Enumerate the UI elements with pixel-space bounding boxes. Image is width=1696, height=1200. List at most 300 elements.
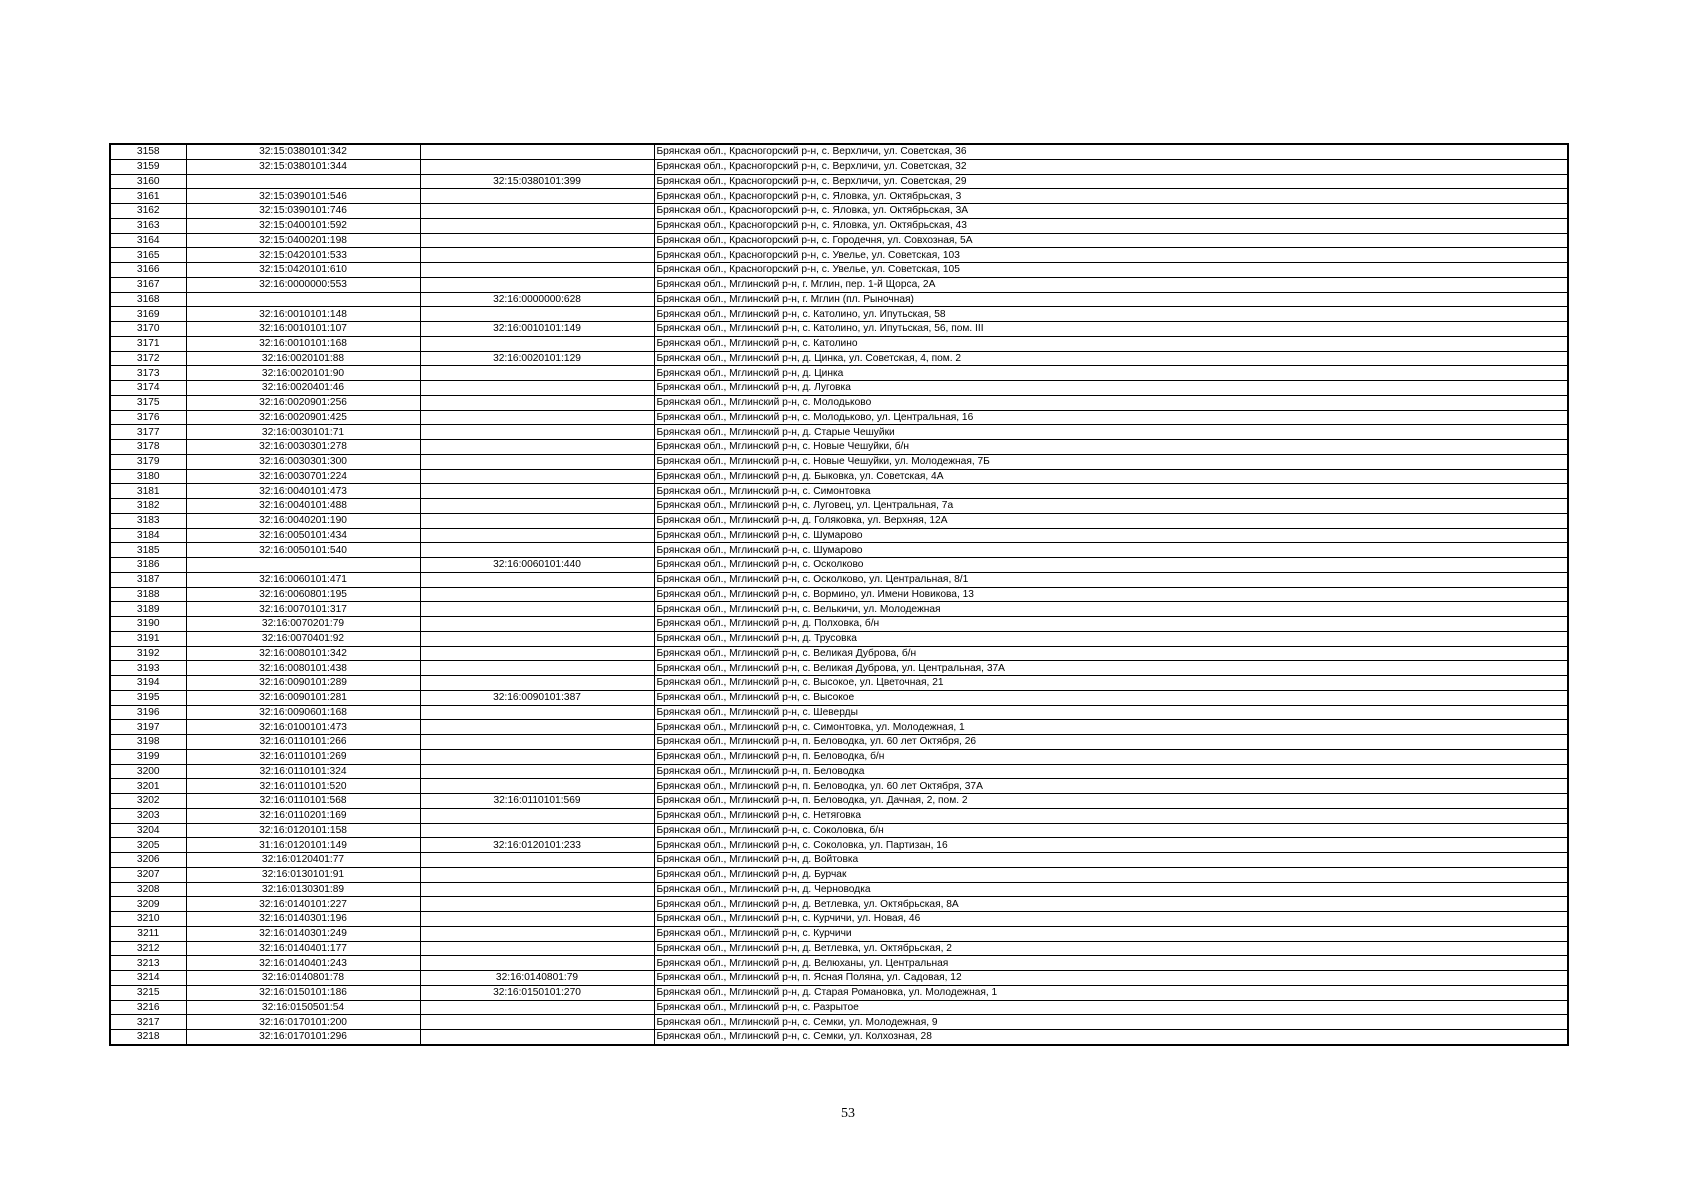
- second-cadastral-number-cell: [420, 469, 654, 484]
- second-cadastral-number-cell: [420, 602, 654, 617]
- cadastral-number-cell: 32:16:0150501:54: [186, 1000, 420, 1015]
- second-cadastral-number-cell: [420, 144, 654, 159]
- row-number-cell: 3197: [110, 720, 186, 735]
- address-cell: Брянская обл., Мглинский р-н, с. Вормино, ул. Имени Новикова, 13: [654, 587, 1568, 602]
- row-number-cell: 3200: [110, 764, 186, 779]
- cadastral-number-cell: 32:16:0040101:473: [186, 484, 420, 499]
- address-cell: Брянская обл., Мглинский р-н, д. Цинка: [654, 366, 1568, 381]
- row-number-cell: 3216: [110, 1000, 186, 1015]
- cadastral-number-cell: 32:16:0020101:88: [186, 351, 420, 366]
- row-number-cell: 3165: [110, 248, 186, 263]
- second-cadastral-number-cell: [420, 617, 654, 632]
- table-row: [110, 572, 1568, 587]
- row-number-cell: 3190: [110, 617, 186, 632]
- row-number-cell: 3194: [110, 676, 186, 691]
- table-row: [110, 528, 1568, 543]
- row-number-cell: 3201: [110, 779, 186, 794]
- cadastral-number-cell: 32:16:0080101:342: [186, 646, 420, 661]
- cadastral-number-cell: 32:16:0020401:46: [186, 381, 420, 396]
- address-cell: Брянская обл., Мглинский р-н, д. Черноводка: [654, 882, 1568, 897]
- row-number-cell: 3161: [110, 189, 186, 204]
- cadastral-number-cell: [186, 558, 420, 573]
- row-number-cell: 3159: [110, 159, 186, 174]
- address-cell: Брянская обл., Мглинский р-н, с. Курчичи: [654, 926, 1568, 941]
- table-row: [110, 144, 1568, 159]
- address-cell: Брянская обл., Мглинский р-н, с. Нетяговка: [654, 808, 1568, 823]
- address-cell: Брянская обл., Мглинский р-н, с. Новые Чешуйки, б/н: [654, 440, 1568, 455]
- cadastral-number-cell: 32:16:0010101:148: [186, 307, 420, 322]
- second-cadastral-number-cell: [420, 1015, 654, 1030]
- second-cadastral-number-cell: [420, 336, 654, 351]
- table-row: [110, 218, 1568, 233]
- second-cadastral-number-cell: [420, 941, 654, 956]
- table-row: [110, 587, 1568, 602]
- second-cadastral-number-cell: 32:16:0110101:569: [420, 794, 654, 809]
- table-row: [110, 277, 1568, 292]
- row-number-cell: 3158: [110, 144, 186, 159]
- cadastral-number-cell: 32:16:0000000:553: [186, 277, 420, 292]
- table-row: [110, 1000, 1568, 1015]
- table-row: [110, 646, 1568, 661]
- page-number: 53: [841, 1106, 855, 1121]
- row-number-cell: 3185: [110, 543, 186, 558]
- second-cadastral-number-cell: [420, 808, 654, 823]
- address-cell: Брянская обл., Мглинский р-н, с. Великая Дуброва, б/н: [654, 646, 1568, 661]
- cadastral-number-cell: 32:16:0110101:568: [186, 794, 420, 809]
- address-cell: Брянская обл., Мглинский р-н, г. Мглин (пл. Рыночная): [654, 292, 1568, 307]
- table-row: [110, 897, 1568, 912]
- cadastral-number-cell: 32:15:0420101:610: [186, 263, 420, 278]
- second-cadastral-number-cell: [420, 159, 654, 174]
- address-cell: Брянская обл., Мглинский р-н, д. Ветлевка, ул. Октябрьская, 8А: [654, 897, 1568, 912]
- second-cadastral-number-cell: [420, 676, 654, 691]
- address-cell: Брянская обл., Красногорский р-н, с. Верхличи, ул. Советская, 32: [654, 159, 1568, 174]
- row-number-cell: 3163: [110, 218, 186, 233]
- cadastral-number-cell: 32:16:0090101:281: [186, 690, 420, 705]
- cadastral-number-cell: 32:16:0080101:438: [186, 661, 420, 676]
- cadastral-number-cell: 32:16:0140401:177: [186, 941, 420, 956]
- row-number-cell: 3192: [110, 646, 186, 661]
- row-number-cell: 3176: [110, 410, 186, 425]
- second-cadastral-number-cell: [420, 912, 654, 927]
- second-cadastral-number-cell: [420, 381, 654, 396]
- table-row: [110, 174, 1568, 189]
- table-row: [110, 1030, 1568, 1045]
- second-cadastral-number-cell: 32:16:0060101:440: [420, 558, 654, 573]
- row-number-cell: 3211: [110, 926, 186, 941]
- second-cadastral-number-cell: [420, 189, 654, 204]
- cadastral-number-cell: [186, 292, 420, 307]
- row-number-cell: 3204: [110, 823, 186, 838]
- cadastral-number-cell: 32:15:0390101:546: [186, 189, 420, 204]
- row-number-cell: 3188: [110, 587, 186, 602]
- second-cadastral-number-cell: [420, 587, 654, 602]
- cadastral-number-cell: 32:16:0070201:79: [186, 617, 420, 632]
- row-number-cell: 3168: [110, 292, 186, 307]
- cadastral-number-cell: 32:16:0040201:190: [186, 513, 420, 528]
- row-number-cell: 3177: [110, 425, 186, 440]
- cadastral-number-cell: 32:16:0070101:317: [186, 602, 420, 617]
- address-cell: Брянская обл., Красногорский р-н, с. Яловка, ул. Октябрьская, 3А: [654, 204, 1568, 219]
- table-row: [110, 499, 1568, 514]
- table-row: [110, 838, 1568, 853]
- address-cell: Брянская обл., Мглинский р-н, с. Разрытое: [654, 1000, 1568, 1015]
- address-cell: Брянская обл., Мглинский р-н, с. Симонтовка, ул. Молодежная, 1: [654, 720, 1568, 735]
- second-cadastral-number-cell: [420, 749, 654, 764]
- second-cadastral-number-cell: 32:16:0090101:387: [420, 690, 654, 705]
- cadastral-number-cell: 32:16:0110101:324: [186, 764, 420, 779]
- cadastral-number-cell: 32:16:0130301:89: [186, 882, 420, 897]
- table-row: [110, 926, 1568, 941]
- table-row: [110, 690, 1568, 705]
- address-cell: Брянская обл., Мглинский р-н, п. Беловодка, ул. 60 лет Октября, 26: [654, 735, 1568, 750]
- row-number-cell: 3183: [110, 513, 186, 528]
- address-cell: Брянская обл., Мглинский р-н, с. Осколково, ул. Центральная, 8/1: [654, 572, 1568, 587]
- cadastral-number-cell: 32:16:0140801:78: [186, 971, 420, 986]
- table-row: [110, 307, 1568, 322]
- table-row: [110, 351, 1568, 366]
- address-cell: Брянская обл., Красногорский р-н, с. Яловка, ул. Октябрьская, 3: [654, 189, 1568, 204]
- table-row: [110, 381, 1568, 396]
- address-cell: Брянская обл., Мглинский р-н, д. Старая Романовка, ул. Молодежная, 1: [654, 985, 1568, 1000]
- row-number-cell: 3199: [110, 749, 186, 764]
- cadastral-number-cell: 32:16:0140301:196: [186, 912, 420, 927]
- table-row: [110, 248, 1568, 263]
- table-row: [110, 720, 1568, 735]
- address-cell: Брянская обл., Мглинский р-н, с. Соколовка, б/н: [654, 823, 1568, 838]
- second-cadastral-number-cell: [420, 277, 654, 292]
- second-cadastral-number-cell: [420, 646, 654, 661]
- second-cadastral-number-cell: 32:16:0140801:79: [420, 971, 654, 986]
- row-number-cell: 3208: [110, 882, 186, 897]
- table-row: [110, 159, 1568, 174]
- table-row: [110, 513, 1568, 528]
- address-cell: Брянская обл., Мглинский р-н, с. Осколково: [654, 558, 1568, 573]
- cadastral-number-cell: 32:16:0030701:224: [186, 469, 420, 484]
- table-row: [110, 867, 1568, 882]
- row-number-cell: 3172: [110, 351, 186, 366]
- cadastral-number-cell: 32:15:0400101:592: [186, 218, 420, 233]
- cadastral-number-cell: 32:16:0030301:278: [186, 440, 420, 455]
- table-row: [110, 676, 1568, 691]
- row-number-cell: 3166: [110, 263, 186, 278]
- row-number-cell: 3171: [110, 336, 186, 351]
- address-cell: Брянская обл., Мглинский р-н, с. Высокое, ул. Цветочная, 21: [654, 676, 1568, 691]
- table-row: [110, 971, 1568, 986]
- cadastral-number-cell: 32:15:0400201:198: [186, 233, 420, 248]
- cadastral-number-cell: 32:16:0100101:473: [186, 720, 420, 735]
- row-number-cell: 3180: [110, 469, 186, 484]
- address-cell: Брянская обл., Мглинский р-н, г. Мглин, пер. 1-й Щорса, 2А: [654, 277, 1568, 292]
- cadastral-number-cell: 32:15:0380101:344: [186, 159, 420, 174]
- second-cadastral-number-cell: [420, 764, 654, 779]
- second-cadastral-number-cell: [420, 233, 654, 248]
- cadastral-number-cell: 32:16:0090101:289: [186, 676, 420, 691]
- row-number-cell: 3198: [110, 735, 186, 750]
- address-cell: Брянская обл., Мглинский р-н, д. Луговка: [654, 381, 1568, 396]
- address-cell: Брянская обл., Мглинский р-н, с. Соколовка, ул. Партизан, 16: [654, 838, 1568, 853]
- row-number-cell: 3169: [110, 307, 186, 322]
- table-row: [110, 779, 1568, 794]
- address-cell: Брянская обл., Красногорский р-н, с. Увелье, ул. Советская, 103: [654, 248, 1568, 263]
- second-cadastral-number-cell: [420, 705, 654, 720]
- row-number-cell: 3207: [110, 867, 186, 882]
- second-cadastral-number-cell: [420, 248, 654, 263]
- table-row: [110, 469, 1568, 484]
- registry-table-body: [110, 144, 1568, 1045]
- table-row: [110, 912, 1568, 927]
- address-cell: Брянская обл., Мглинский р-н, д. Трусовка: [654, 631, 1568, 646]
- second-cadastral-number-cell: [420, 661, 654, 676]
- second-cadastral-number-cell: [420, 1030, 654, 1045]
- address-cell: Брянская обл., Красногорский р-н, с. Яловка, ул. Октябрьская, 43: [654, 218, 1568, 233]
- cadastral-number-cell: 32:16:0060101:471: [186, 572, 420, 587]
- row-number-cell: 3170: [110, 322, 186, 337]
- table-row: [110, 189, 1568, 204]
- table-row: [110, 985, 1568, 1000]
- row-number-cell: 3205: [110, 838, 186, 853]
- row-number-cell: 3214: [110, 971, 186, 986]
- table-row: [110, 631, 1568, 646]
- cadastral-number-cell: 32:16:0070401:92: [186, 631, 420, 646]
- row-number-cell: 3209: [110, 897, 186, 912]
- row-number-cell: 3212: [110, 941, 186, 956]
- address-cell: Брянская обл., Мглинский р-н, с. Курчичи, ул. Новая, 46: [654, 912, 1568, 927]
- address-cell: Брянская обл., Мглинский р-н, д. Велюханы, ул. Центральная: [654, 956, 1568, 971]
- cadastral-number-cell: 32:16:0110101:269: [186, 749, 420, 764]
- table-row: [110, 336, 1568, 351]
- cadastral-number-cell: 32:16:0110101:520: [186, 779, 420, 794]
- table-row: [110, 425, 1568, 440]
- second-cadastral-number-cell: [420, 779, 654, 794]
- second-cadastral-number-cell: [420, 454, 654, 469]
- second-cadastral-number-cell: [420, 499, 654, 514]
- address-cell: Брянская обл., Мглинский р-н, д. Старые Чешуйки: [654, 425, 1568, 440]
- address-cell: Брянская обл., Мглинский р-н, п. Беловодка, б/н: [654, 749, 1568, 764]
- row-number-cell: 3167: [110, 277, 186, 292]
- row-number-cell: 3191: [110, 631, 186, 646]
- second-cadastral-number-cell: [420, 366, 654, 381]
- address-cell: Брянская обл., Мглинский р-н, п. Ясная Поляна, ул. Садовая, 12: [654, 971, 1568, 986]
- address-cell: Брянская обл., Мглинский р-н, с. Новые Чешуйки, ул. Молодежная, 7Б: [654, 454, 1568, 469]
- cadastral-number-cell: 32:16:0170101:296: [186, 1030, 420, 1045]
- cadastral-number-cell: 32:16:0150101:186: [186, 985, 420, 1000]
- second-cadastral-number-cell: 32:16:0020101:129: [420, 351, 654, 366]
- second-cadastral-number-cell: [420, 410, 654, 425]
- second-cadastral-number-cell: [420, 720, 654, 735]
- row-number-cell: 3175: [110, 395, 186, 410]
- registry-table: [109, 143, 1569, 1046]
- table-row: [110, 617, 1568, 632]
- second-cadastral-number-cell: 32:16:0010101:149: [420, 322, 654, 337]
- second-cadastral-number-cell: [420, 395, 654, 410]
- table-row: [110, 823, 1568, 838]
- address-cell: Брянская обл., Мглинский р-н, с. Католино, ул. Ипутьская, 58: [654, 307, 1568, 322]
- address-cell: Брянская обл., Мглинский р-н, д. Голяковка, ул. Верхняя, 12А: [654, 513, 1568, 528]
- cadastral-number-cell: 32:16:0120101:158: [186, 823, 420, 838]
- cadastral-number-cell: 32:16:0090601:168: [186, 705, 420, 720]
- row-number-cell: 3173: [110, 366, 186, 381]
- address-cell: Брянская обл., Мглинский р-н, д. Цинка, ул. Советская, 4, пом. 2: [654, 351, 1568, 366]
- row-number-cell: 3178: [110, 440, 186, 455]
- second-cadastral-number-cell: [420, 425, 654, 440]
- second-cadastral-number-cell: [420, 631, 654, 646]
- cadastral-number-cell: 32:16:0030301:300: [186, 454, 420, 469]
- second-cadastral-number-cell: [420, 484, 654, 499]
- second-cadastral-number-cell: [420, 528, 654, 543]
- address-cell: Брянская обл., Мглинский р-н, д. Полховка, б/н: [654, 617, 1568, 632]
- row-number-cell: 3202: [110, 794, 186, 809]
- cadastral-number-cell: 32:16:0110201:169: [186, 808, 420, 823]
- table-row: [110, 292, 1568, 307]
- address-cell: Брянская обл., Мглинский р-н, п. Беловодка: [654, 764, 1568, 779]
- second-cadastral-number-cell: [420, 218, 654, 233]
- table-row: [110, 395, 1568, 410]
- row-number-cell: 3203: [110, 808, 186, 823]
- second-cadastral-number-cell: [420, 307, 654, 322]
- table-row: [110, 853, 1568, 868]
- second-cadastral-number-cell: [420, 263, 654, 278]
- table-row: [110, 233, 1568, 248]
- table-row: [110, 735, 1568, 750]
- cadastral-number-cell: 32:15:0390101:746: [186, 204, 420, 219]
- cadastral-number-cell: 32:16:0030101:71: [186, 425, 420, 440]
- row-number-cell: 3187: [110, 572, 186, 587]
- second-cadastral-number-cell: 32:16:0000000:628: [420, 292, 654, 307]
- second-cadastral-number-cell: [420, 853, 654, 868]
- table-row: [110, 956, 1568, 971]
- table-row: [110, 454, 1568, 469]
- row-number-cell: 3206: [110, 853, 186, 868]
- table-row: [110, 764, 1568, 779]
- address-cell: Брянская обл., Мглинский р-н, с. Высокое: [654, 690, 1568, 705]
- table-row: [110, 749, 1568, 764]
- table-row: [110, 322, 1568, 337]
- row-number-cell: 3182: [110, 499, 186, 514]
- second-cadastral-number-cell: [420, 882, 654, 897]
- address-cell: Брянская обл., Мглинский р-н, с. Католино, ул. Ипутьская, 56, пом. III: [654, 322, 1568, 337]
- address-cell: Брянская обл., Мглинский р-н, с. Велькичи, ул. Молодежная: [654, 602, 1568, 617]
- cadastral-number-cell: 32:16:0060801:195: [186, 587, 420, 602]
- second-cadastral-number-cell: [420, 572, 654, 587]
- address-cell: Брянская обл., Мглинский р-н, д. Бурчак: [654, 867, 1568, 882]
- address-cell: Брянская обл., Мглинский р-н, с. Луговец, ул. Центральная, 7а: [654, 499, 1568, 514]
- cadastral-number-cell: 32:16:0010101:168: [186, 336, 420, 351]
- second-cadastral-number-cell: [420, 867, 654, 882]
- table-row: [110, 558, 1568, 573]
- row-number-cell: 3196: [110, 705, 186, 720]
- table-row: [110, 705, 1568, 720]
- table-row: [110, 366, 1568, 381]
- address-cell: Брянская обл., Мглинский р-н, с. Симонтовка: [654, 484, 1568, 499]
- second-cadastral-number-cell: 32:16:0120101:233: [420, 838, 654, 853]
- address-cell: Брянская обл., Мглинский р-н, с. Молодьково, ул. Центральная, 16: [654, 410, 1568, 425]
- table-row: [110, 808, 1568, 823]
- table-row: [110, 661, 1568, 676]
- address-cell: Брянская обл., Мглинский р-н, с. Семки, ул. Молодежная, 9: [654, 1015, 1568, 1030]
- row-number-cell: 3189: [110, 602, 186, 617]
- cadastral-number-cell: 32:15:0420101:533: [186, 248, 420, 263]
- address-cell: Брянская обл., Мглинский р-н, д. Быковка, ул. Советская, 4А: [654, 469, 1568, 484]
- row-number-cell: 3160: [110, 174, 186, 189]
- cadastral-number-cell: 32:16:0110101:266: [186, 735, 420, 750]
- cadastral-number-cell: 32:16:0120401:77: [186, 853, 420, 868]
- second-cadastral-number-cell: [420, 956, 654, 971]
- row-number-cell: 3181: [110, 484, 186, 499]
- cadastral-number-cell: 32:16:0140401:243: [186, 956, 420, 971]
- second-cadastral-number-cell: [420, 735, 654, 750]
- second-cadastral-number-cell: [420, 823, 654, 838]
- second-cadastral-number-cell: 32:15:0380101:399: [420, 174, 654, 189]
- row-number-cell: 3210: [110, 912, 186, 927]
- address-cell: Брянская обл., Мглинский р-н, п. Беловодка, ул. Дачная, 2, пом. 2: [654, 794, 1568, 809]
- table-row: [110, 484, 1568, 499]
- cadastral-number-cell: 32:16:0010101:107: [186, 322, 420, 337]
- row-number-cell: 3186: [110, 558, 186, 573]
- table-row: [110, 1015, 1568, 1030]
- cadastral-number-cell: 32:16:0020901:425: [186, 410, 420, 425]
- table-row: [110, 882, 1568, 897]
- second-cadastral-number-cell: [420, 204, 654, 219]
- table-row: [110, 794, 1568, 809]
- address-cell: Брянская обл., Мглинский р-н, с. Шумарово: [654, 543, 1568, 558]
- cadastral-number-cell: 32:16:0020901:256: [186, 395, 420, 410]
- cadastral-number-cell: 32:15:0380101:342: [186, 144, 420, 159]
- cadastral-number-cell: 32:16:0040101:488: [186, 499, 420, 514]
- address-cell: Брянская обл., Красногорский р-н, с. Верхличи, ул. Советская, 36: [654, 144, 1568, 159]
- address-cell: Брянская обл., Мглинский р-н, д. Ветлевка, ул. Октябрьская, 2: [654, 941, 1568, 956]
- second-cadastral-number-cell: 32:16:0150101:270: [420, 985, 654, 1000]
- address-cell: Брянская обл., Мглинский р-н, с. Молодьково: [654, 395, 1568, 410]
- second-cadastral-number-cell: [420, 926, 654, 941]
- row-number-cell: 3184: [110, 528, 186, 543]
- row-number-cell: 3213: [110, 956, 186, 971]
- row-number-cell: 3195: [110, 690, 186, 705]
- table-row: [110, 204, 1568, 219]
- row-number-cell: 3193: [110, 661, 186, 676]
- address-cell: Брянская обл., Мглинский р-н, с. Семки, ул. Колхозная, 28: [654, 1030, 1568, 1045]
- address-cell: Брянская обл., Мглинский р-н, с. Шумарово: [654, 528, 1568, 543]
- cadastral-number-cell: 32:16:0130101:91: [186, 867, 420, 882]
- cadastral-number-cell: 32:16:0020101:90: [186, 366, 420, 381]
- table-row: [110, 602, 1568, 617]
- row-number-cell: 3164: [110, 233, 186, 248]
- second-cadastral-number-cell: [420, 543, 654, 558]
- address-cell: Брянская обл., Красногорский р-н, с. Увелье, ул. Советская, 105: [654, 263, 1568, 278]
- address-cell: Брянская обл., Красногорский р-н, с. Городечня, ул. Совхозная, 5А: [654, 233, 1568, 248]
- cadastral-number-cell: 32:16:0140101:227: [186, 897, 420, 912]
- cadastral-number-cell: 31:16:0120101:149: [186, 838, 420, 853]
- second-cadastral-number-cell: [420, 513, 654, 528]
- row-number-cell: 3179: [110, 454, 186, 469]
- row-number-cell: 3218: [110, 1030, 186, 1045]
- table-row: [110, 440, 1568, 455]
- second-cadastral-number-cell: [420, 1000, 654, 1015]
- second-cadastral-number-cell: [420, 440, 654, 455]
- second-cadastral-number-cell: [420, 897, 654, 912]
- cadastral-number-cell: [186, 174, 420, 189]
- cadastral-number-cell: 32:16:0050101:540: [186, 543, 420, 558]
- table-row: [110, 543, 1568, 558]
- address-cell: Брянская обл., Мглинский р-н, с. Католино: [654, 336, 1568, 351]
- cadastral-number-cell: 32:16:0050101:434: [186, 528, 420, 543]
- address-cell: Брянская обл., Мглинский р-н, с. Великая Дуброва, ул. Центральная, 37А: [654, 661, 1568, 676]
- address-cell: Брянская обл., Мглинский р-н, п. Беловодка, ул. 60 лет Октября, 37А: [654, 779, 1568, 794]
- address-cell: Брянская обл., Красногорский р-н, с. Верхличи, ул. Советская, 29: [654, 174, 1568, 189]
- row-number-cell: 3174: [110, 381, 186, 396]
- table-row: [110, 941, 1568, 956]
- cadastral-number-cell: 32:16:0140301:249: [186, 926, 420, 941]
